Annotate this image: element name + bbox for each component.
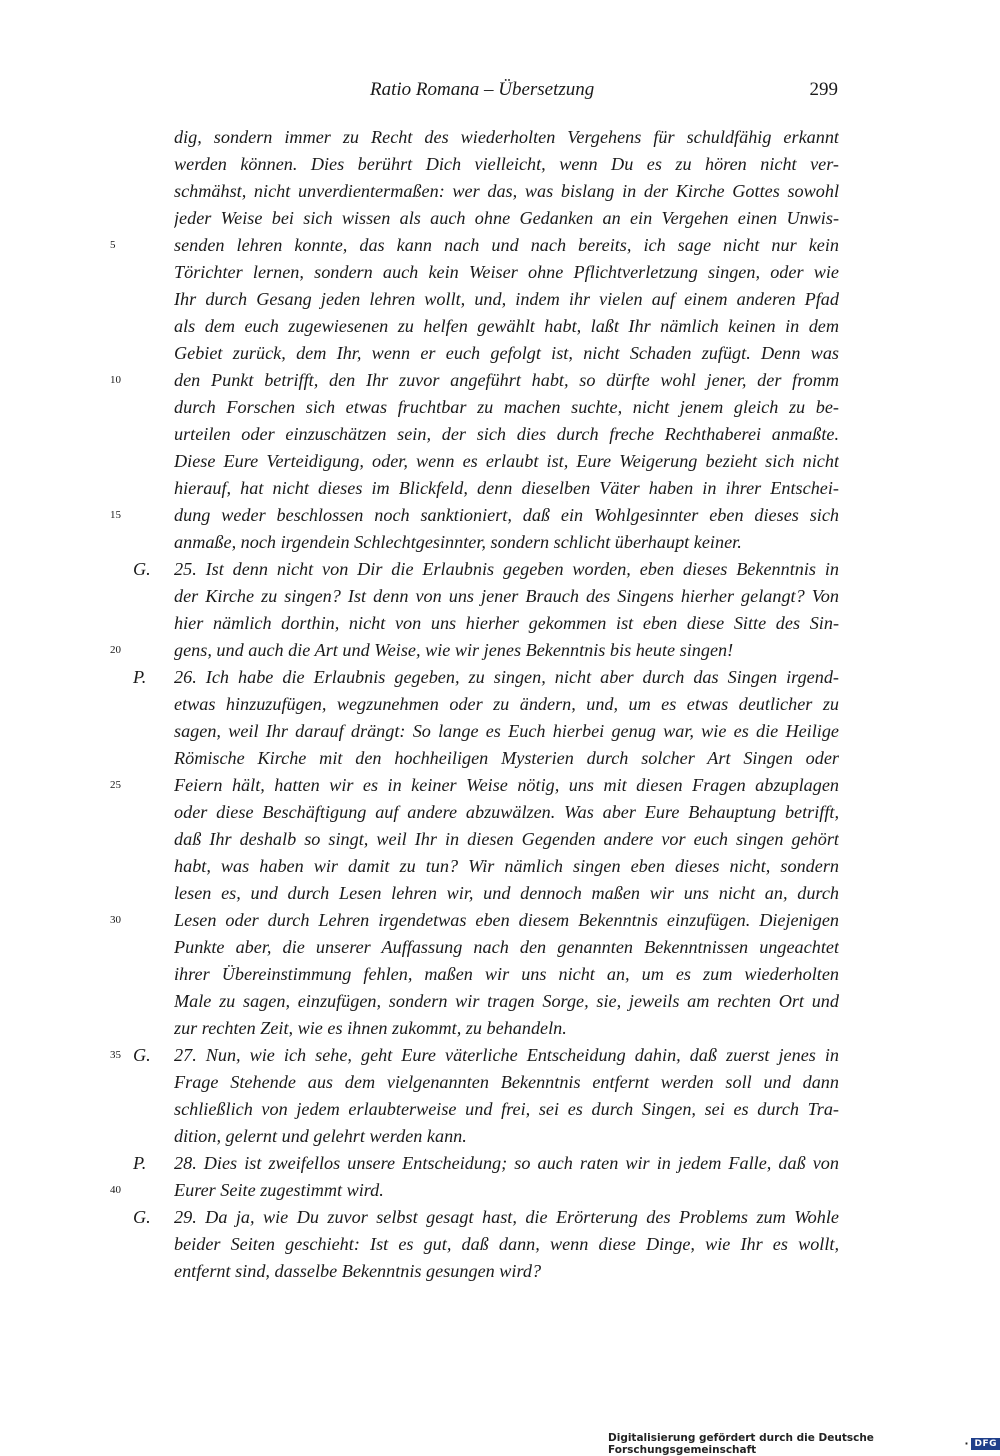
- text-line: habt, was haben wir damit zu tun? Wir nämlich singen eben dieses nicht, sondern: [174, 856, 839, 876]
- text-line: Frage Stehende aus dem vielgenannten Bekenntnis entfernt werden soll und dann: [174, 1072, 839, 1092]
- text-line: lesen es, und durch Lesen lehren wir, und dennoch maßen wir uns nicht an, durch: [174, 883, 839, 903]
- line-number: 35: [110, 1049, 121, 1061]
- text-line: 26. Ich habe die Erlaubnis gegeben, zu singen, nicht aber durch das Singen irgend-: [174, 667, 839, 687]
- line-number: 30: [110, 914, 121, 926]
- text-line: Eurer Seite zugestimmt wird.: [174, 1180, 384, 1200]
- text-line: entfernt sind, dasselbe Bekenntnis gesungen wird?: [174, 1261, 542, 1281]
- text-line: Diese Eure Verteidigung, oder, wenn es erlaubt ist, Eure Weigerung bezieht sich nicht: [174, 451, 839, 471]
- running-header-title: Ratio Romana – Übersetzung: [370, 79, 595, 100]
- text-line: dition, gelernt und gelehrt werden kann.: [174, 1126, 467, 1146]
- text-line: hierauf, hat nicht dieses im Blickfeld, denn dieselben Väter haben in ihrer Entschei-: [174, 478, 839, 498]
- text-line: sagen, weil Ihr darauf drängt: So lange es Euch hierbei genug war, wie es die Heilige: [174, 721, 839, 741]
- text-line: Gebiet zurück, dem Ihr, wenn er euch gefolgt ist, nicht Schaden zufügt. Denn was: [174, 343, 839, 363]
- text-line: 27. Nun, wie ich sehe, geht Eure väterliche Entscheidung dahin, daß zuerst jenes in: [174, 1045, 839, 1065]
- text-line: etwas hinzuzufügen, wegzunehmen oder zu ändern, und, um es etwas deutlicher zu: [174, 694, 839, 714]
- text-line: Punkte aber, die unserer Auffassung nach den genannten Bekenntnissen ungeachtet: [174, 937, 839, 957]
- text-line: durch Forschen sich etwas fruchtbar zu machen suchte, nicht jenem gleich zu be-: [174, 397, 839, 417]
- text-line: gens, und auch die Art und Weise, wie wir jenes Bekenntnis bis heute singen!: [174, 640, 734, 660]
- text-line: Feiern hält, hatten wir es in keiner Weise nötig, uns mit diesen Fragen abzuplagen: [174, 775, 839, 795]
- footer-separator: ·: [964, 1438, 969, 1450]
- text-line: schmähst, nicht unverdientermaßen: wer das, was bislang in der Kirche Gottes sowohl: [174, 181, 839, 201]
- text-line: jeder Weise bei sich wissen als auch ohne Gedanken an ein Vergehen einen Unwis-: [174, 208, 839, 228]
- funding-footer: [608, 1432, 1000, 1456]
- text-line: werden können. Dies berührt Dich vielleicht, wenn Du es zu hören nicht ver-: [174, 154, 839, 174]
- speaker-label: G.: [133, 559, 151, 579]
- text-line: schließlich von jedem erlaubterweise und frei, sei es durch Singen, sei es durch Tra-: [174, 1099, 839, 1119]
- text-line: als dem euch zugewiesenen zu helfen gewählt habt, laßt Ihr nämlich keinen in dem: [174, 316, 839, 336]
- text-line: Törichter lernen, sondern auch kein Weiser ohne Pflichtverletzung singen, oder wie: [174, 262, 839, 282]
- dfg-logo: DFG: [971, 1438, 1000, 1450]
- text-line: Male zu sagen, einzufügen, sondern wir tragen Sorge, sie, jeweils am rechten Ort und: [174, 991, 839, 1011]
- page-number: 299: [809, 79, 838, 100]
- text-line: urteilen oder einzuschätzen sein, der sich dies durch freche Rechthaberei anmaßte.: [174, 424, 839, 444]
- line-number: 5: [110, 239, 116, 251]
- line-number: 15: [110, 509, 121, 521]
- line-number: 40: [110, 1184, 121, 1196]
- speaker-label: P.: [133, 667, 147, 687]
- text-line: dung weder beschlossen noch sanktioniert, daß ein Wohlgesinnter eben dieses sich: [174, 505, 839, 525]
- line-number: 10: [110, 374, 121, 386]
- text-line: Ihr durch Gesang jeden lehren wollt, und, indem ihr vielen auf einem anderen Pfad: [174, 289, 839, 309]
- text-line: senden lehren konnte, das kann nach und nach bereits, ich sage nicht nur kein: [174, 235, 839, 255]
- text-line: 29. Da ja, wie Du zuvor selbst gesagt hast, die Erörterung des Problems zum Wohle: [174, 1207, 839, 1227]
- text-line: zur rechten Zeit, wie es ihnen zukommt, zu behandeln.: [174, 1018, 567, 1038]
- text-line: 25. Ist denn nicht von Dir die Erlaubnis gegeben worden, eben dieses Bekenntnis in: [174, 559, 839, 579]
- text-line: den Punkt betrifft, den Ihr zuvor angeführt habt, so dürfte wohl jener, der fromm: [174, 370, 839, 390]
- speaker-label: G.: [133, 1207, 151, 1227]
- text-line: dig, sondern immer zu Recht des wiederholten Vergehens für schuldfähig erkannt: [174, 127, 839, 147]
- text-line: hier nämlich dorthin, nicht von uns hierher gekommen ist eben diese Sitte des Sin-: [174, 613, 839, 633]
- footer-text: Digitalisierung gefördert durch die Deutsche Forschungsgemeinschaft: [608, 1432, 874, 1456]
- text-line: anmaße, noch irgendein Schlechtgesinnter, sondern schlicht überhaupt keiner.: [174, 532, 742, 552]
- text-line: ihrer Übereinstimmung fehlen, maßen wir uns nicht an, um es zum wiederholten: [174, 964, 839, 984]
- text-line: oder diese Beschäftigung auf andere abzuwälzen. Was aber Eure Behauptung betrifft,: [174, 802, 839, 822]
- text-line: 28. Dies ist zweifellos unsere Entscheidung; so auch raten wir in jedem Falle, daß von: [174, 1153, 839, 1173]
- text-line: Römische Kirche mit den hochheiligen Mysterien durch solcher Art Singen oder: [174, 748, 839, 768]
- line-number: 25: [110, 779, 121, 791]
- text-line: daß Ihr deshalb so singt, weil Ihr in diesen Gegenden andere vor euch singen gehört: [174, 829, 839, 849]
- line-number: 20: [110, 644, 121, 656]
- text-line: der Kirche zu singen? Ist denn von uns jener Brauch des Singens hierher gelangt? Von: [174, 586, 839, 606]
- text-line: Lesen oder durch Lehren irgendetwas eben diesem Bekenntnis einzufügen. Diejenigen: [174, 910, 839, 930]
- speaker-label: G.: [133, 1045, 151, 1065]
- text-line: beider Seiten geschieht: Ist es gut, daß dann, wenn diese Dinge, wie Ihr es wollt,: [174, 1234, 839, 1254]
- speaker-label: P.: [133, 1153, 147, 1173]
